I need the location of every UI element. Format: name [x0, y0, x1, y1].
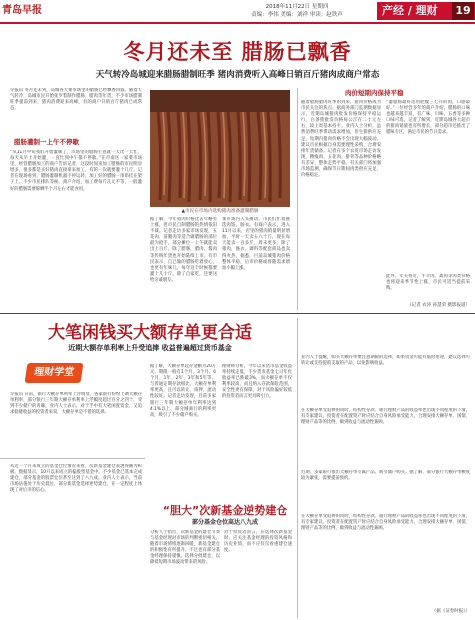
top-intro-text: 早报讯 冬月还未到，岛城各大菜市场里的腊肠已经飘香四溢。随着天气转冷，岛城市民开始张罗着制作腊肠、腊肉等年货，不少市场腊制旺季提前到来，猪肉消费迎来高峰，有的商户日销百斤猪肉已成常态。	[10, 88, 142, 112]
mid-col-e-text: 近期，多家银行推出大额存单专属产品，吸引储户购买。据了解，部分银行大额存单额度较为紧张，需要提前预约。	[301, 470, 470, 482]
right-col-text-3: 此外，年关将近，牛羊肉、禽肉等肉类价格也将迎来季节性上涨，市民可适当提前采购。	[386, 274, 470, 292]
right-col-text: 随着腊肠腊肉旺季的到来，猪肉价格成为市民关注的焦点。据商务部门监测数据显示，近期岛城猪肉批发价格保持平稳运行，白条猪批发价格每公斤在二十元左右，较上周基本持平。业内人士分析，虽然消费旺季带动需求增加，但生猪供应充足，短期内猪肉价格不会出现大幅波动。建议市民根据自身需要理性采购，合理安排年货储备。记者在多个农贸市场走访发现，精瘦肉、五花肉、排骨等品种价格略有差异，整体走势平稳。有关部门将加强市场监测，确保节日期间肉类供应充足、价格稳定。	[301, 100, 381, 179]
page-number: 19	[452, 2, 474, 20]
right-col-text-2: “灌腊肠最好选用肥瘦三七开的肉，口感最好。”一位经营多年的商户介绍，腊肠的口味也越来越丰富，有广味、川味、五香等多种口味可选。记者了解到，近期岛城各大超市的猪肉销量也有所增长，部分超市还推出了腊味专区，满足市民的节日需求。	[386, 100, 470, 136]
issue-editors: 责编：李伟 美编：刘祥 审读：赵铁声	[251, 12, 343, 18]
small-headline: “胆大”次新基金逆势建仓	[162, 504, 288, 517]
issue-meta	[202, 3, 392, 19]
sausage-photo	[150, 90, 290, 207]
small-col3-text: 对于投资者而言，在选择次新基金时，应关注基金经理的投资风格和历史业绩，而不应仅仅看重建仓速度。	[224, 530, 292, 554]
right-divider	[297, 88, 298, 310]
section-title: 产经 / 理财	[382, 4, 438, 17]
middle-rule	[0, 313, 475, 314]
mid-col-b-text: 理财师分析，今年以来货币基金收益率持续走低，不少货币基金七日年化收益率已跌破3%，而大额存单不仅利率较高，而且纳入存款保险范围，安全性更有保障，对于风险偏好较低的投资者而言更具吸引力。	[222, 364, 292, 400]
top-col3-text: 菜市场内人头攒动，市民们忙着挑选肉馅、肠衣。有商户表示，进入11月以来，店里的猪肉销量明显增加，平时一天卖五六十斤，现在每天能卖一百多斤，周末更多。除了猪肉，肠衣、调料等配套商品也卖得火热。据悉，目前岛城猪肉价格整体平稳，后市价格或将随需求增加小幅上涨。	[222, 217, 290, 271]
mid-lead-text: 早报讯 日前，银行大额存单利率上浮明显，各家银行纷纷上调大额存单利率，部分银行三年期大额存单利率上浮幅度超过百分之四十，受到不少储户的青睐。业内人士表示，对于手中有大笔闲置资金、又追求稳健收益的投资者来说，大额存单是不错的选择。	[10, 392, 142, 416]
top-subhead-1: 腊肠灌制一上午不停歇	[14, 138, 79, 146]
small-col2-text: 分析人士指出，次新基金的建仓节奏与基金经理对市场的判断密切相关。随着市场情绪逐渐回暖，新基金建仓的积极性有所提升。不过也有部分基金经理保持谨慎，选择分批建仓，以降低短期市场波动带来的风险。	[150, 530, 220, 566]
right-subhead: 肉价短期内保持平稳	[345, 89, 404, 97]
top-subheadline: 天气转冷岛城迎来腊肠腊制旺季 猪肉消费听入高峰日销百斤猪肉成商户常态	[95, 70, 380, 80]
photo-caption: ▲市民在市场内选购猪肉准备灌制腊肠	[181, 209, 259, 214]
mid-col-d-text: 在大额存单受追捧的同时，结构性存款、银行理财产品的收益率也出现不同程度的下滑。有专家建议，投资者在配置资产时应结合自身风险承受能力，合理安排大额存单、国债、理财产品等的比例，做到收益与流动性兼顾。	[301, 408, 470, 426]
mid-right-divider	[297, 318, 298, 618]
mid-col-c-text: 业内人士提醒，购买大额存单要注意期限的选择，如果资金可能有临时用途，建议选择可转让或支持提前支取的产品，以免影响收益。	[301, 355, 470, 367]
small-subheadline: 部分基金仓位高达八九成	[191, 519, 258, 526]
top-col1-text: “从11月中旬我们开始灌制了，市场里的腊肠生意就一天比一天忙，每天从早上开始灌，一直忙到中午都不停歇。”在市南区一家菜市场里，经营腊肠加工的商户告诉记者，这段时间来加工腊肠的市民明显增多，很多都是买好猪肉直接拿来加工，有的一次就要灌十几斤。记者在现场看到，腊肠灌制机器不停运转，加工好的腊肠一串串挂在架子上，不少市民排队等候。商户介绍，加工费每斤几元不等，一般灌好的腊肠需要晾晒半个月左右才能食用。	[10, 150, 142, 192]
mid-col-a-text: 据了解，大额存单起存金额为20万元，期限一般有1个月、3个月、6个月、1年、2年、3年和5年等。与普通定期存款相比，大额存单利率更高，且可以转让、质押，流动性较好。记者走访发现，目前多家银行三年期大额存单年利率达到4.1%以上，部分城商行的利率更高，吸引了不少储户购买。	[150, 364, 216, 418]
top-byline: （记者 衣涛 孙慧荣 摄影报道）	[407, 303, 470, 308]
finance-class-badge: 理财学堂	[25, 363, 84, 383]
top-col2-text: 据了解，今年猪肉价格比去年略有上涨，但市民自制腊肠的热情依旧不减。记者走访多家市场发现，五花肉、前腿肉等适合做腊肠的部位最为抢手，部分摊位一上午就能卖出上百斤。除了腊肠，腊肉、酱肉等传统年货也开始陆续上市。有市民表示，自己做的腊肠吃着放心，也更有年味儿，每年这个时候都要灌上几十斤，除了自家吃，还要送给亲戚朋友。	[150, 217, 217, 283]
top-headline: 冬月还未至 腊肠已飘香	[123, 39, 352, 64]
mid-headline: 大笔闲钱买大额存单更合适	[48, 323, 252, 343]
small-byline: （据《证券时报》）	[431, 609, 470, 614]
small-left-text: 从近一个月来成立的基金仓位情况来看，次新基金建仓表现得颇为积极。数据显示，10月以来成立的偏股型基金中，不少基金已基本完成建仓，部分基金的股票仓位甚至达到了八九成。业内人士表示，当前市场估值处于历史低位，部分新基金选择逆势建仓，在一定程度上体现了对后市的信心。	[10, 464, 142, 494]
newspaper-logo: 青岛早报	[2, 5, 42, 16]
issue-date: 2018年11月22日 星期四	[265, 4, 329, 10]
mid-subheadline: 近期大额存单利率上升受追捧 收益普遍超过货币基金	[68, 344, 232, 352]
header-rule	[0, 22, 475, 24]
lower-left-rule	[0, 458, 145, 459]
right-bottom-text: 在大额存单受追捧的同时，结构性存款、银行理财产品的收益率也出现不同程度的下滑。有专家建议，投资者在配置资产时应结合自身风险承受能力，合理安排大额存单、国债、理财产品等的比例，做到收益与流动性兼顾。	[301, 514, 470, 532]
